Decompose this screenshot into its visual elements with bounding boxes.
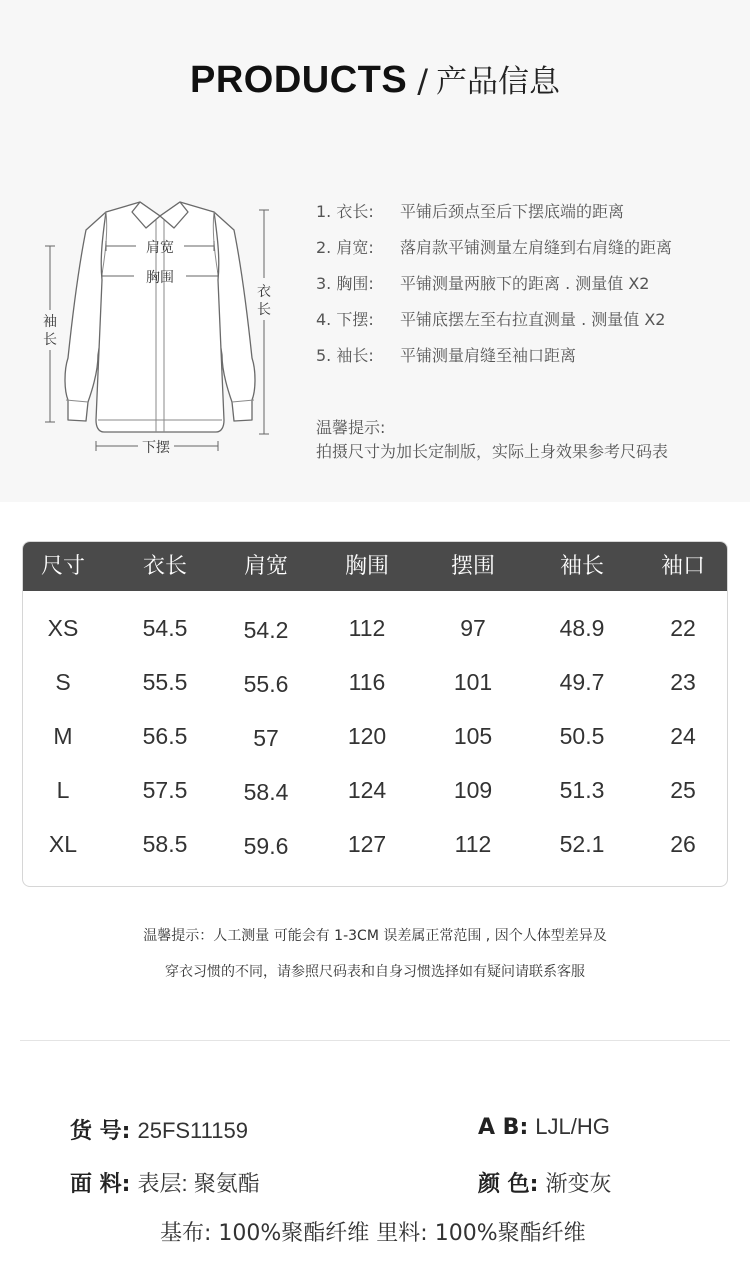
measurement-label: 1. 衣长: (316, 202, 374, 221)
size-table-cell: 112 (454, 831, 492, 857)
ab-label: A B: (478, 1115, 529, 1140)
measurement-row (316, 270, 672, 306)
measurement-label: 2. 肩宽: (316, 238, 374, 257)
size-table-cell: 55.5 (142, 669, 188, 695)
size-table-cell: 51.3 (559, 777, 605, 803)
notice-line-1: 温馨提示：人工测量 可能会有 1-3CM 误差属正常范围 , 因个人体型差异及 (143, 928, 607, 944)
title-separator: / (417, 62, 428, 100)
size-table-cell: 56.5 (142, 723, 188, 749)
size-table-header-cell: 胸围 (344, 554, 389, 579)
diagram-label-chest: 胸围 (146, 270, 174, 286)
base-fabric-row: 基布: 100%聚酯纤维 里料: 100%聚酯纤维 (160, 1221, 586, 1246)
measurement-label: 4. 下摆: (316, 310, 374, 329)
size-table-cell: 50.5 (559, 723, 605, 749)
size-table-header-cell: 袖长 (559, 554, 604, 579)
size-table-header-cell: 肩宽 (243, 554, 288, 579)
color-label: 颜 色: (478, 1172, 539, 1197)
notice-line-2: 穿衣习惯的不同，请参照尺码表和自身习惯选择如有疑问请联系客服 (165, 964, 585, 980)
size-table-cell: 124 (347, 777, 387, 803)
svg-text:衣: 衣 (257, 284, 271, 300)
size-table-cell: 52.1 (559, 831, 605, 857)
shirt-measurement-diagram (28, 190, 298, 465)
measurement-desc: 落肩款平铺测量左肩缝到右肩缝的距离 (400, 238, 673, 257)
size-table-cell: 57.5 (142, 777, 188, 803)
measurement-desc: 平铺底摆左至右拉直测量 . 测量值 X2 (400, 310, 666, 329)
ab-value: LJL/HG (535, 1114, 610, 1139)
size-table-cell: 49.7 (559, 669, 605, 695)
diagram-label-shoulder: 肩宽 (146, 240, 174, 256)
color-value: 渐变灰 (545, 1171, 612, 1196)
color-row (478, 1167, 611, 1198)
size-table-cell: 109 (453, 777, 493, 803)
sku-label: 货 号: (70, 1119, 131, 1144)
diagram-label-hem: 下摆 (142, 440, 170, 456)
size-table-cell: 120 (347, 723, 387, 749)
size-table-header-cell: 衣长 (142, 554, 187, 579)
divider (20, 1040, 730, 1041)
size-table-cell: 23 (670, 669, 696, 695)
tips-title: 温馨提示: (316, 418, 386, 437)
size-table (22, 541, 728, 887)
fabric-value: 表层: 聚氨酯 (137, 1171, 260, 1196)
title-en: PRODUCTS (189, 59, 408, 101)
size-table-cell: 58.4 (243, 779, 289, 805)
size-table-cell: 48.9 (559, 615, 605, 641)
measurement-desc: 平铺测量肩缝至袖口距离 (400, 346, 577, 365)
size-table-cell: 25 (670, 777, 696, 803)
size-table-cell: 97 (460, 615, 486, 641)
measurement-label: 5. 袖长: (316, 346, 374, 365)
size-table-cell: 54.5 (142, 615, 188, 641)
measurement-row (316, 198, 672, 234)
size-table-cell: 112 (348, 615, 386, 641)
size-table-cell: S (55, 669, 71, 695)
size-table-cell: 116 (348, 669, 386, 695)
tips-block (316, 416, 668, 464)
size-table-cell: 24 (670, 723, 696, 749)
size-table-cell: 127 (347, 831, 387, 857)
size-table-cell: 58.5 (142, 831, 188, 857)
size-table-header-cell: 摆围 (450, 554, 495, 579)
measurement-desc: 平铺后颈点至后下摆底端的距离 (400, 202, 625, 221)
measurement-row (316, 306, 672, 342)
sku-row (70, 1114, 248, 1145)
size-table-cell: 105 (453, 723, 493, 749)
title-cn: 产品信息 (436, 64, 560, 100)
size-table-cell: XS (47, 615, 79, 641)
page-title (0, 56, 750, 102)
size-table-cell: L (56, 777, 70, 803)
measurement-row (316, 342, 672, 378)
svg-text:长: 长 (43, 332, 57, 348)
sku-value: 25FS11159 (137, 1118, 248, 1143)
fabric-row (70, 1167, 260, 1198)
measurement-row (316, 234, 672, 270)
measurement-desc: 平铺测量两腋下的距离 . 测量值 X2 (400, 274, 650, 293)
size-table-cell: 101 (453, 669, 493, 695)
fabric-label: 面 料: (70, 1172, 131, 1197)
size-table-cell: 54.2 (243, 617, 289, 643)
size-table-cell: 55.6 (243, 671, 289, 697)
size-table-cell: 57 (253, 725, 279, 751)
measurement-label: 3. 胸围: (316, 274, 374, 293)
svg-text:长: 长 (257, 302, 271, 318)
size-table-cell: 59.6 (243, 833, 289, 859)
svg-text:袖: 袖 (43, 314, 57, 330)
size-table-cell: M (53, 723, 73, 749)
size-table-header-cell: 袖口 (660, 554, 705, 579)
size-table-header-cell: 尺寸 (40, 554, 85, 579)
ab-row (478, 1114, 610, 1140)
size-table-cell: XL (48, 831, 78, 857)
size-table-header (23, 542, 727, 591)
tips-text: 拍摄尺寸为加长定制版，实际上身效果参考尺码表 (316, 442, 669, 461)
measurement-guide (316, 198, 672, 378)
size-table-cell: 22 (670, 615, 696, 641)
size-table-cell: 26 (670, 831, 696, 857)
